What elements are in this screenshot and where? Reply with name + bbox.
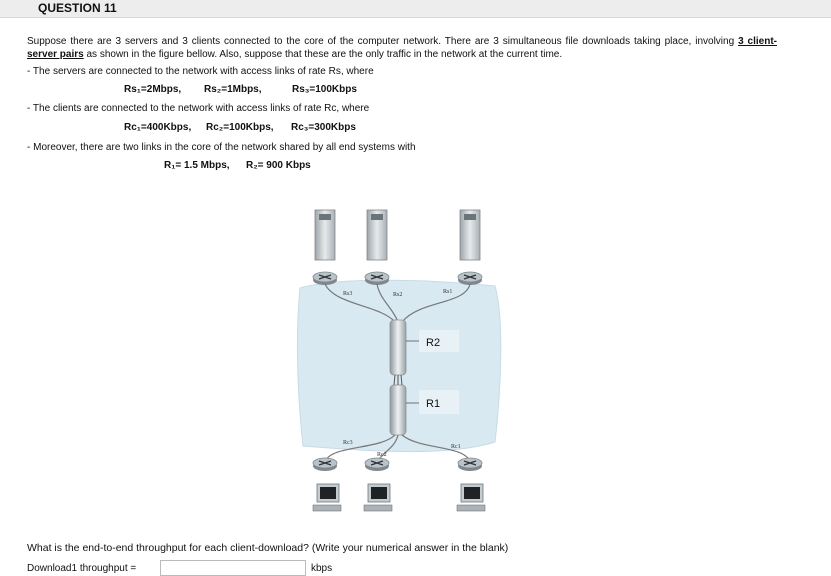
server-rate-3: Rs₃=100Kbps [292, 84, 357, 95]
server-icon [315, 210, 335, 260]
core-label-r1: R1 [426, 398, 441, 410]
computer-icon [313, 484, 341, 511]
intro-paragraph [27, 35, 777, 61]
core-rate-2: R₂= 900 Kbps [246, 160, 311, 171]
computer-icon [457, 484, 485, 511]
client-rate-3: Rc₃=300Kbps [291, 122, 356, 133]
link-label-rs3: Rs3 [343, 291, 353, 297]
client-rate-1: Rc₁=400Kbps, [124, 122, 192, 133]
download1-throughput-input[interactable] [160, 560, 306, 576]
router-icon [458, 272, 482, 285]
core-line: - Moreover, there are two links in the core of the network shared by all end systems with [27, 142, 416, 153]
answer-unit: kbps [311, 563, 333, 574]
link-label-rs1: Rs1 [443, 289, 453, 295]
answer-label: Download1 throughput = [27, 563, 137, 574]
core-label-r2: R2 [426, 337, 441, 349]
link-label-rc1: Rc1 [451, 444, 461, 450]
question-prompt: What is the end-to-end throughput for each client-download? (Write your numerical answer in the blank) [27, 542, 509, 554]
core-link-r2 [390, 320, 406, 375]
computer-icon [364, 484, 392, 511]
core-rate-1: R₁= 1.5 Mbps, [164, 160, 230, 171]
router-icon [365, 458, 389, 471]
intro-text-b: as shown in the figure bellow. Also, suppose that these are the only traffic in the network at the current time. [83, 49, 563, 60]
router-icon [365, 272, 389, 285]
network-diagram [295, 200, 515, 530]
link-label-rs2: Rs2 [393, 292, 403, 298]
server-icon [367, 210, 387, 260]
router-icon [458, 458, 482, 471]
server-rate-2: Rs₂=1Mbps, [204, 84, 262, 95]
router-icon [313, 272, 337, 285]
client-rate-2: Rc₂=100Kbps, [206, 122, 274, 133]
client-server-pairs-text: 3 client-server pairs [27, 36, 777, 60]
core-link-r1 [390, 385, 406, 435]
link-label-rc2: Rc2 [377, 452, 387, 458]
clients-line: - The clients are connected to the network with access links of rate Rc, where [27, 103, 370, 114]
router-icon [313, 458, 337, 471]
intro-text-a: Suppose there are 3 servers and 3 clients connected to the core of the computer network. There are 3 simultaneous file downloads taking place, involving [27, 36, 739, 47]
server-rate-1: Rs₁=2Mbps, [124, 84, 182, 95]
server-icon [460, 210, 480, 260]
servers-line: - The servers are connected to the network with access links of rate Rs, where [27, 66, 374, 77]
question-title: QUESTION 11 [38, 1, 117, 15]
question-header [0, 0, 831, 18]
link-label-rc3: Rc3 [343, 440, 353, 446]
